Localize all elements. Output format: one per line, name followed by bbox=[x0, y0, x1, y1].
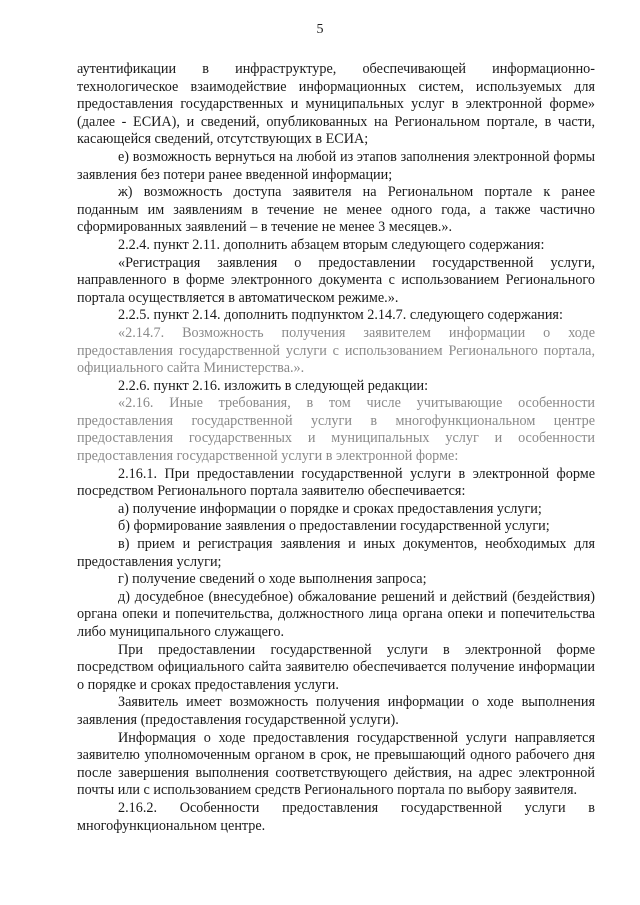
document-paragraph: При предоставлении государственной услуги в электронной форме посредством официального сайта заявителю обеспечивается получение информации о порядке и сроках предоставления услуги. bbox=[77, 641, 595, 693]
page-number: 5 bbox=[316, 22, 324, 37]
document-paragraph: 2.2.4. пункт 2.11. дополнить абзацем вторым следующего содержания: bbox=[118, 236, 545, 253]
document-paragraph: е) возможность вернуться на любой из этапов заполнения электронной формы заявления без потери ранее введенной информации; bbox=[77, 148, 595, 183]
document-paragraph: г) получение сведений о ходе выполнения запроса; bbox=[118, 571, 427, 588]
document-paragraph: а) получение информации о порядке и сроках предоставления услуги; bbox=[118, 500, 542, 517]
document-paragraph: ж) возможность доступа заявителя на Региональном портале к ранее поданным им заявлениям в течение не менее одного года, а также частично сформированных заявлений – в течение не менее 3 месяцев.». bbox=[77, 184, 595, 236]
document-paragraph: «2.16. Иные требования, в том числе учитывающие особенности предоставления государственной услуги в многофункциональном центре предоставления государственных и муниципальных услуг и особенности предоставления государственной услуги в электронной форме: bbox=[77, 395, 595, 465]
document-paragraph: 2.2.5. пункт 2.14. дополнить подпунктом 2.14.7. следующего содержания: bbox=[118, 307, 563, 324]
document-paragraph: «2.14.7. Возможность получения заявителем информации о ходе предоставления государственной услуги с использованием Регионального портала, официального сайта Министерства.». bbox=[77, 324, 595, 377]
document-paragraph: д) досудебное (внесудебное) обжалование решений и действий (бездействия) органа опеки и попечительства, должностного лица органа опеки и попечительства либо муниципального служащего. bbox=[77, 588, 595, 640]
document-paragraph: 2.16.1. При предоставлении государственной услуги в электронной форме посредством Регионального портала заявителю обеспечивается: bbox=[77, 465, 595, 500]
document-body bbox=[77, 61, 595, 835]
document-paragraph: «Регистрация заявления о предоставлении государственной услуги, направленного в форме электронного документа с использованием Регионального портала осуществляется в автоматическом режиме.». bbox=[77, 254, 595, 306]
document-paragraph: Заявитель имеет возможность получения информации о ходе выполнения заявления (предоставления государственной услуги). bbox=[77, 694, 595, 728]
document-paragraph: в) прием и регистрация заявления и иных документов, необходимых для предоставления услуги; bbox=[77, 536, 595, 570]
document-paragraph: б) формирование заявления о предоставлении государственной услуги; bbox=[118, 518, 550, 535]
document-paragraph: 2.2.6. пункт 2.16. изложить в следующей редакции: bbox=[118, 377, 429, 394]
document-paragraph: аутентификации в инфраструктуре, обеспечивающей информационно-технологическое взаимодействие информационных систем, используемых для предоставления государственных и муниципальных услуг в электронной форме» (далее - ЕСИА), и сведений, опубликованных на Региональном портале, в части, касающейся сведений, отсутствующих в ЕСИА; bbox=[77, 61, 595, 148]
document-paragraph: Информация о ходе предоставления государственной услуги направляется заявителю уполномоченным органом в срок, не превышающий одного рабочего дня после завершения выполнения соответствующего действия, на адрес электронной почты или с использованием средств Регионального портала по выбору заявителя. bbox=[77, 729, 595, 799]
document-paragraph: 2.16.2. Особенности предоставления государственной услуги в многофункциональном центре. bbox=[77, 799, 595, 834]
